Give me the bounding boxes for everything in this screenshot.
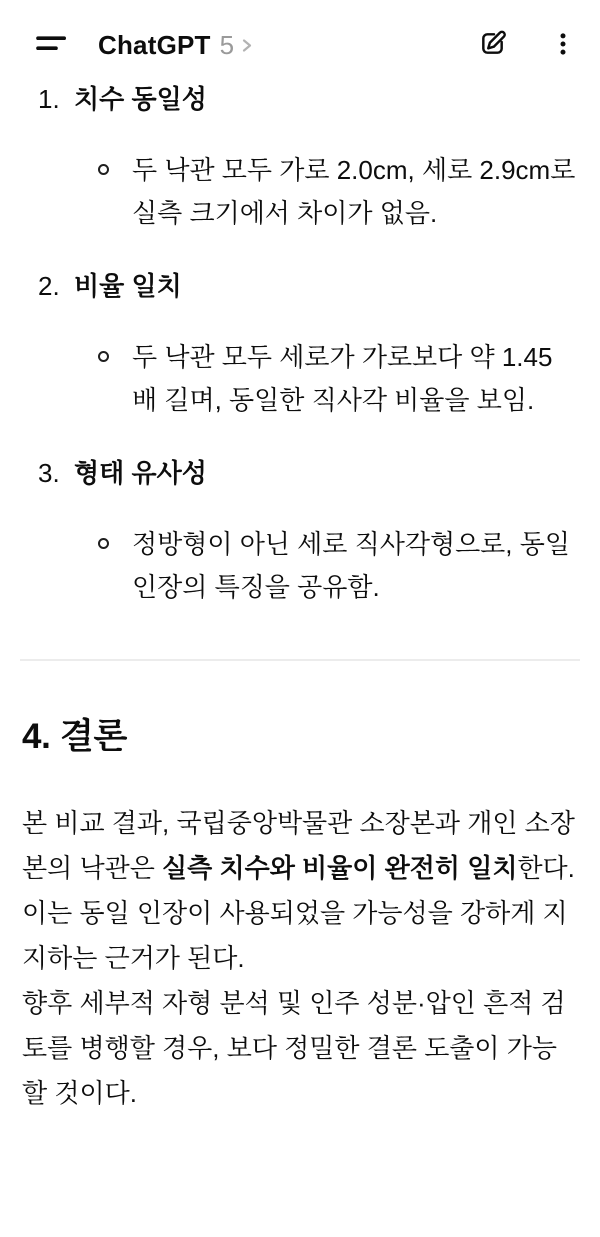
sidebar-menu-icon — [36, 34, 66, 56]
conclusion-body — [22, 801, 576, 1116]
chevron-right-icon — [241, 37, 253, 59]
sidebar-menu-button[interactable] — [36, 34, 66, 56]
list-sub-bullet — [98, 523, 576, 609]
bullet-circle-icon — [98, 351, 109, 362]
paragraph-segment: 본 비교 결과, 국립중앙박물관 소장본과 개인 소장본의 낙관은 — [22, 808, 575, 883]
section-divider — [20, 659, 580, 661]
compose-new-chat-icon — [477, 28, 508, 62]
list-number: 1. — [38, 84, 60, 114]
bullet-text: 두 낙관 모두 세로가 가로보다 약 1.45배 길며, 동일한 직사각 비율을 보임. — [132, 342, 553, 415]
conclusion-paragraph-2 — [22, 891, 576, 981]
list-item-title: 형태 유사성 — [74, 458, 207, 488]
new-chat-button[interactable] — [477, 28, 508, 62]
header-actions — [477, 28, 576, 62]
conclusion-heading: 4. 결론 — [22, 717, 128, 756]
app-title: ChatGPT — [98, 29, 211, 60]
list-item-3 — [24, 452, 576, 495]
bullet-text: 정방형이 아닌 세로 직사각형으로, 동일 인장의 특징을 공유함. — [132, 529, 570, 602]
list-number: 2. — [38, 271, 60, 301]
assistant-message — [0, 78, 600, 609]
more-options-button[interactable] — [550, 31, 576, 60]
paragraph-segment: 이는 동일 인장이 사용되었을 가능성을 강하게 지지하는 근거가 된다. — [22, 898, 568, 973]
paragraph-segment: 한다. — [517, 853, 575, 883]
list-sub-bullet — [98, 149, 576, 235]
paragraph-segment-bold: 실측 치수와 비율이 완전히 일치 — [162, 853, 518, 883]
bullet-marker — [98, 336, 132, 422]
list-number: 3. — [38, 458, 60, 488]
bullet-marker — [98, 523, 132, 609]
list-item-2 — [24, 265, 576, 308]
app-header — [0, 0, 600, 64]
paragraph-segment: 향후 세부적 자형 분석 및 인주 성분·압인 흔적 검토를 병행할 경우, 보다 정밀한 결론 도출이 가능할 것이다. — [22, 988, 566, 1108]
model-selector[interactable] — [98, 30, 253, 61]
bullet-marker — [98, 149, 132, 235]
list-item-title: 비율 일치 — [74, 271, 182, 301]
bullet-circle-icon — [98, 538, 109, 549]
list-item-1 — [24, 78, 576, 121]
conclusion-paragraph-3 — [22, 981, 576, 1116]
list-sub-bullet — [98, 336, 576, 422]
conclusion-paragraph-1 — [22, 801, 576, 891]
kebab-menu-icon — [550, 31, 576, 60]
bullet-circle-icon — [98, 164, 109, 175]
list-item-title: 치수 동일성 — [74, 84, 207, 114]
bullet-text: 두 낙관 모두 가로 2.0cm, 세로 2.9cm로 실측 크기에서 차이가 없음. — [132, 155, 576, 228]
model-version: 5 — [219, 29, 235, 60]
